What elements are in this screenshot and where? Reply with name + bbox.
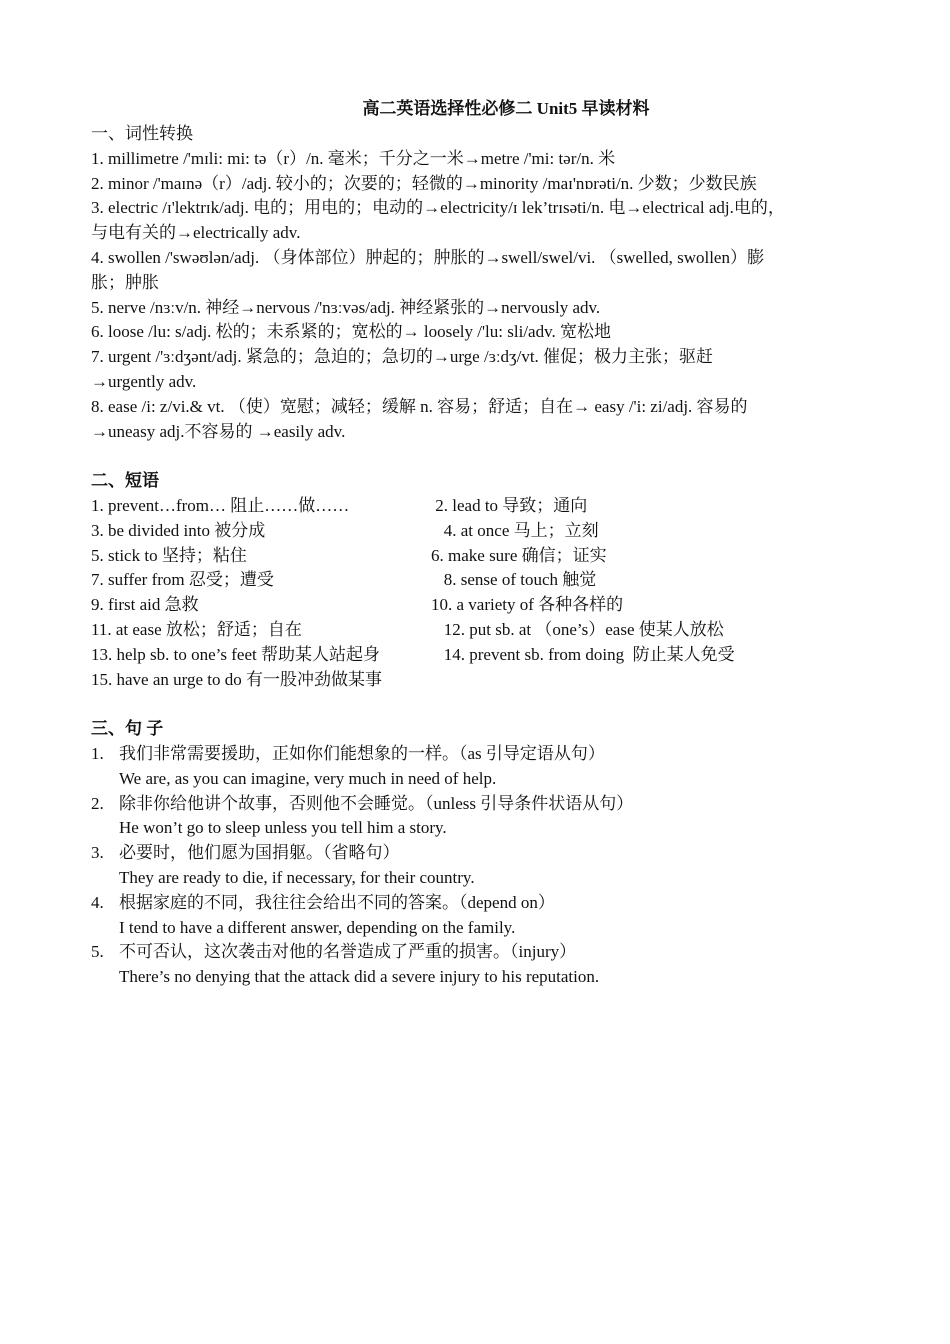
phrase-row bbox=[91, 618, 881, 643]
sentence-english: We are, as you can imagine, very much in need of help. bbox=[119, 768, 497, 788]
sentence-chinese: 不可否认，这次袭击对他的名誉造成了严重的损害。（injury） bbox=[119, 942, 577, 962]
word-form-line: 8. ease /i: z/vi.& vt. （使）宽慰；减轻；缓解 n. 容易；舒适；自在→ easy /'i: zi/adj. 容易的 bbox=[91, 396, 748, 416]
sentence-item bbox=[91, 891, 881, 916]
phrase-row bbox=[91, 643, 881, 668]
phrase-item: 10. a variety of 各种各样的 bbox=[431, 595, 624, 615]
sentence-item bbox=[91, 792, 881, 817]
phrase-row bbox=[91, 519, 881, 544]
word-form-line: 胀；肿胀 bbox=[91, 272, 159, 292]
sentence-number: 1. bbox=[91, 743, 104, 763]
phrase-item: 1. prevent…from… 阻止……做…… bbox=[91, 495, 350, 515]
word-form-line: 2. minor /'maɪnə（r）/adj. 较小的；次要的；轻微的→minority /maɪ'nɒrəti/n. 少数；少数民族 bbox=[91, 173, 757, 193]
sentence-chinese: 必要时，他们愿为国捐躯。（省略句） bbox=[119, 843, 400, 863]
phrase-item: 11. at ease 放松；舒适；自在 bbox=[91, 619, 302, 639]
sentence-number: 3. bbox=[91, 843, 104, 863]
phrase-item: 6. make sure 确信；证实 bbox=[431, 545, 607, 565]
phrase-row bbox=[91, 568, 881, 593]
phrase-item: 13. help sb. to one’s feet 帮助某人站起身 bbox=[91, 644, 380, 664]
phrase-item: 14. prevent sb. from doing 防止某人免受 bbox=[431, 644, 735, 664]
sentence-number: 2. bbox=[91, 793, 104, 813]
spacer bbox=[91, 692, 881, 717]
word-form-line: 5. nerve /nɜːv/n. 神经→nervous /'nɜːvəs/adj. 神经紧张的→nervously adv. bbox=[91, 297, 601, 317]
section-heading-word-forms: 一、词性转换 bbox=[91, 124, 193, 143]
phrase-row bbox=[91, 593, 881, 618]
sentence-chinese: 除非你给他讲个故事，否则他不会睡觉。（unless 引导条件状语从句） bbox=[119, 793, 634, 813]
spacer bbox=[91, 444, 881, 469]
sentence-item bbox=[91, 742, 881, 767]
sentence-chinese: 根据家庭的不同，我往往会给出不同的答案。（depend on） bbox=[119, 892, 555, 912]
document-title: 高二英语选择性必修二 Unit5 早读材料 bbox=[362, 99, 650, 118]
word-form-line: 7. urgent /'ɜːdʒənt/adj. 紧急的；急迫的；急切的→urge /ɜːdʒ/vt. 催促；极力主张；驱赶 bbox=[91, 347, 714, 367]
document-page bbox=[91, 96, 881, 990]
sentence-item bbox=[91, 841, 881, 866]
phrase-item: 8. sense of touch 触觉 bbox=[431, 570, 597, 590]
sentence-english: I tend to have a different answer, depending on the family. bbox=[119, 917, 516, 937]
phrase-item: 5. stick to 坚持；粘住 bbox=[91, 545, 247, 565]
phrase-item: 15. have an urge to do 有一股冲劲做某事 bbox=[91, 669, 383, 689]
section-heading-phrases: 二、短语 bbox=[91, 471, 159, 491]
word-form-line: 3. electric /ɪ'lektrɪk/adj. 电的；用电的；电动的→electricity/ɪ lek’trɪsəti/n. 电→electrical adj.电的， bbox=[91, 198, 785, 218]
phrase-item: 2. lead to 导致；通向 bbox=[431, 495, 588, 515]
word-form-line: 与电有关的→electrically adv. bbox=[91, 223, 301, 243]
sentence-chinese: 我们非常需要援助，正如你们能想象的一样。（as 引导定语从句） bbox=[119, 743, 605, 763]
word-form-line: 4. swollen /'swəʊlən/adj. （身体部位）肿起的；肿胀的→swell/swel/vi. （swelled, swollen）膨 bbox=[91, 247, 764, 267]
phrase-row bbox=[91, 668, 881, 693]
sentence-english: They are ready to die, if necessary, for their country. bbox=[119, 867, 475, 887]
word-form-line: →uneasy adj.不容易的 →easily adv. bbox=[91, 421, 346, 441]
word-form-line: →urgently adv. bbox=[91, 371, 197, 391]
phrase-item: 4. at once 马上；立刻 bbox=[431, 520, 599, 540]
sentence-number: 4. bbox=[91, 892, 104, 912]
phrase-row bbox=[91, 494, 881, 519]
section-heading-sentences: 三、句 子 bbox=[91, 719, 164, 739]
phrase-item: 12. put sb. at （one’s）ease 使某人放松 bbox=[431, 619, 724, 639]
phrase-item: 7. suffer from 忍受；遭受 bbox=[91, 570, 274, 590]
word-form-line: 6. loose /lu: s/adj. 松的；未系紧的；宽松的→ loosely /'lu: sli/adv. 宽松地 bbox=[91, 322, 611, 342]
phrase-item: 3. be divided into 被分成 bbox=[91, 520, 266, 540]
sentence-number: 5. bbox=[91, 942, 104, 962]
phrase-item: 9. first aid 急救 bbox=[91, 595, 199, 615]
word-form-line: 1. millimetre /'mɪli: mi: tə（r）/n. 毫米；千分之一米→metre /'mi: tər/n. 米 bbox=[91, 148, 616, 168]
sentence-item bbox=[91, 940, 881, 965]
sentence-english: He won’t go to sleep unless you tell him a story. bbox=[119, 818, 447, 838]
phrase-row bbox=[91, 544, 881, 569]
sentence-english: There’s no denying that the attack did a severe injury to his reputation. bbox=[119, 967, 600, 987]
